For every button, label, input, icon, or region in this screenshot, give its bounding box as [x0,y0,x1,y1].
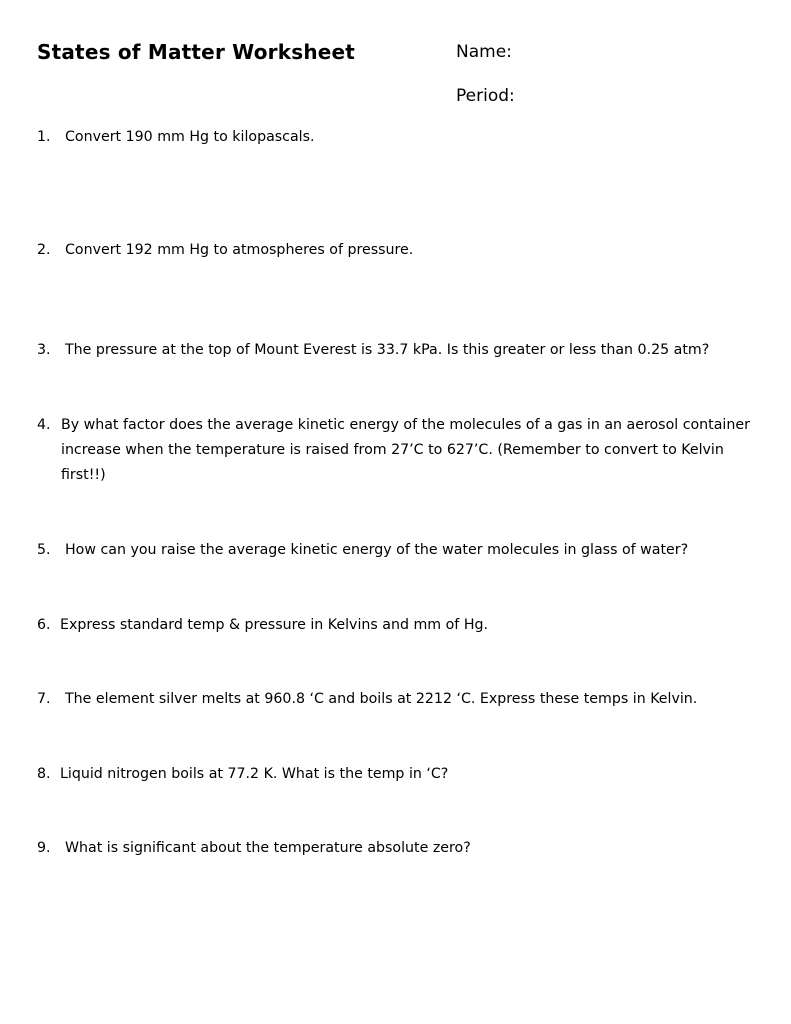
question-number: 4. [37,417,51,433]
question-2 [37,238,757,263]
question-6 [37,613,757,638]
question-text: By what factor does the average kinetic energy of the molecules of a gas in an aerosol container increase when the temperature is raised from 27’C to 627’C. (Remember to convert to Kelvin first!!) [61,417,750,483]
question-5 [37,538,757,563]
question-3 [37,338,757,363]
name-label: Name: [456,42,512,62]
question-number: 3. [37,342,51,358]
question-text: Express standard temp & pressure in Kelvins and mm of Hg. [60,617,488,633]
question-text: The element silver melts at 960.8 ‘C and boils at 2212 ‘C. Express these temps in Kelvin. [65,691,698,707]
question-number: 7. [37,691,51,707]
question-number: 5. [37,542,51,558]
question-text: Liquid nitrogen boils at 77.2 K. What is the temp in ‘C? [60,766,449,782]
question-7 [37,687,757,712]
question-number: 8. [37,766,51,782]
question-text: Convert 192 mm Hg to atmospheres of pressure. [65,242,414,258]
question-text: Convert 190 mm Hg to kilopascals. [65,129,315,145]
question-1 [37,125,757,150]
question-number: 1. [37,129,51,145]
question-number: 6. [37,617,51,633]
question-9 [37,836,757,861]
question-text: What is significant about the temperature absolute zero? [65,840,471,856]
worksheet-title: States of Matter Worksheet [37,40,356,64]
question-text: How can you raise the average kinetic energy of the water molecules in glass of water? [65,542,689,558]
question-number: 2. [37,242,51,258]
question-text: The pressure at the top of Mount Everest is 33.7 kPa. Is this greater or less than 0.25 atm? [65,342,710,358]
question-4 [37,413,757,488]
period-label: Period: [456,86,515,106]
question-number: 9. [37,840,51,856]
question-8 [37,762,757,787]
